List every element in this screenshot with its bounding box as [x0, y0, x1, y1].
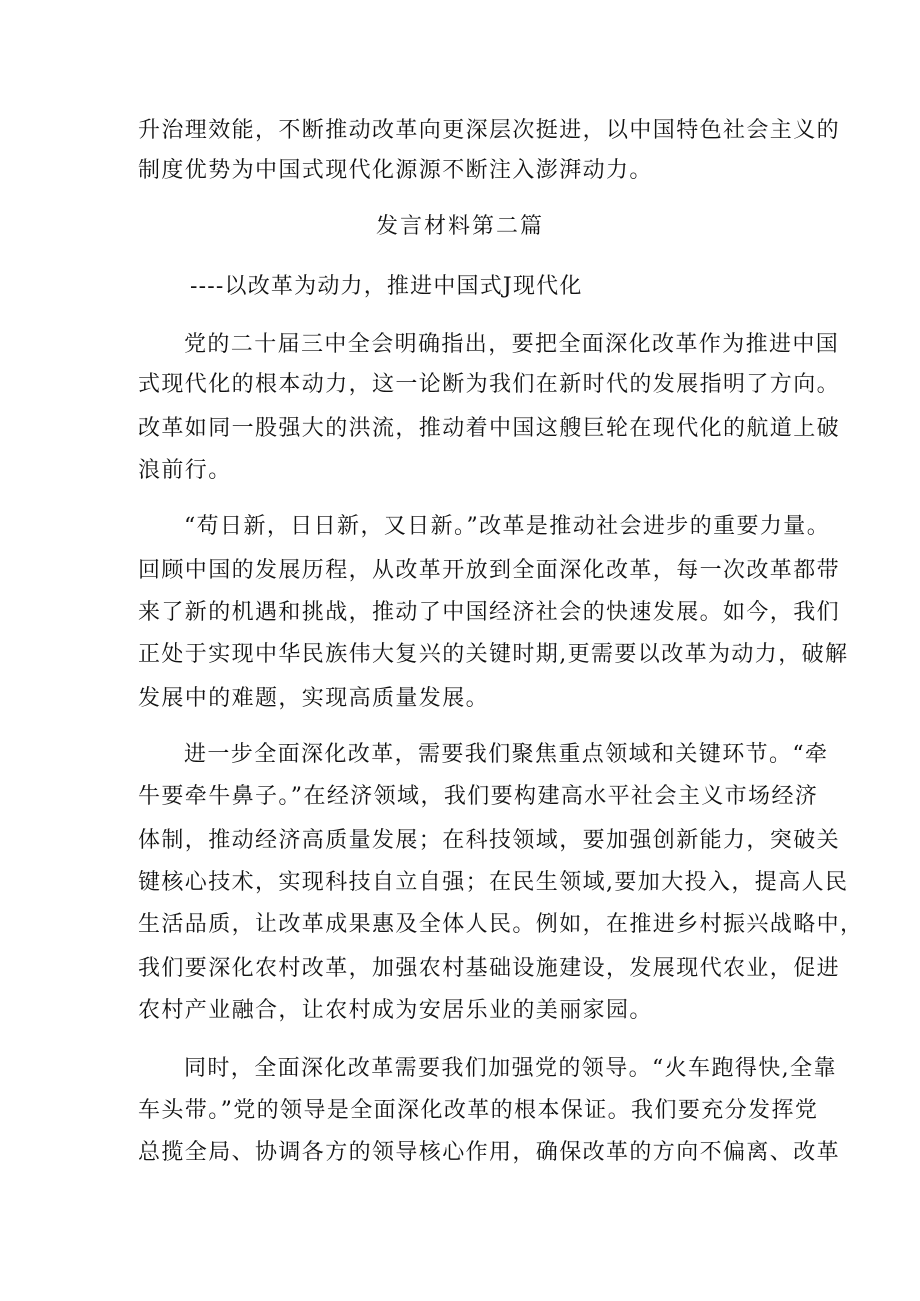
intro-line-2: 制度优势为中国式现代化源源不断注入澎湃动力。 — [138, 158, 653, 183]
paragraph-3-line-7: 农村产业融合，让农村成为安居乐业的美丽家园。 — [138, 998, 653, 1023]
paragraph-4-line-3: 总揽全局、协调各方的领导核心作用，确保改革的方向不偏离、改革 — [138, 1140, 841, 1165]
paragraph-3-line-1: 进一步全面深化改革，需要我们聚焦重点领域和关键环节。“牵 — [184, 742, 829, 767]
paragraph-3-line-2: 牛要牵牛鼻子。”在经济领域，我们要构建高水平社会主义市场经济 — [138, 784, 819, 809]
intro-line-1: 升治理效能，不断推动改革向更深层次挺进，以中国特色社会主义的 — [138, 118, 841, 143]
section-subtitle: ----以改革为动力，推进中国式J现代化 — [190, 274, 583, 299]
paragraph-1-line-3: 改革如同一股强大的洪流，推动着中国这艘巨轮在现代化的航道上破 — [138, 416, 841, 441]
paragraph-3-line-5: 生活品质，让改革成果惠及全体人民。例如，在推进乡村振兴战略中， — [138, 912, 864, 937]
paragraph-3-line-3: 体制，推动经济高质量发展；在科技领域，要加强创新能力，突破关 — [138, 828, 841, 853]
paragraph-4-line-2: 车头带。”党的领导是全面深化改革的根本保证。我们要充分发挥党 — [138, 1098, 819, 1123]
paragraph-2-line-1: “苟日新，日日新，又日新。”改革是推动社会进步的重要力量。 — [184, 514, 831, 539]
paragraph-2-line-2: 回顾中国的发展历程，从改革开放到全面深化改革，每一次改革都带 — [138, 558, 841, 583]
section-title: 发言材料第二篇 — [375, 214, 544, 239]
paragraph-2-line-5: 发展中的难题，实现高质量发展。 — [138, 686, 490, 711]
paragraph-1-line-2: 式现代化的根本动力，这一论断为我们在新时代的发展指明了方向。 — [138, 372, 841, 397]
paragraph-3-line-6: 我们要深化农村改革，加强农村基础设施建设，发展现代农业，促进 — [138, 956, 841, 981]
paragraph-2-line-4: 正处于实现中华民族伟大复兴的关键时期,更需要以改革为动力，破解 — [138, 642, 849, 667]
paragraph-2-line-3: 来了新的机遇和挑战，推动了中国经济社会的快速发展。如今，我们 — [138, 600, 841, 625]
paragraph-4-line-1: 同时，全面深化改革需要我们加强党的领导。“火车跑得快,全靠 — [184, 1056, 837, 1081]
paragraph-3-line-4: 键核心技术，实现科技自立自强；在民生领域,要加大投入，提高人民 — [138, 870, 849, 895]
paragraph-1-line-1: 党的二十届三中全会明确指出，要把全面深化改革作为推进中国 — [184, 332, 840, 357]
paragraph-1-line-4: 浪前行。 — [138, 458, 232, 483]
